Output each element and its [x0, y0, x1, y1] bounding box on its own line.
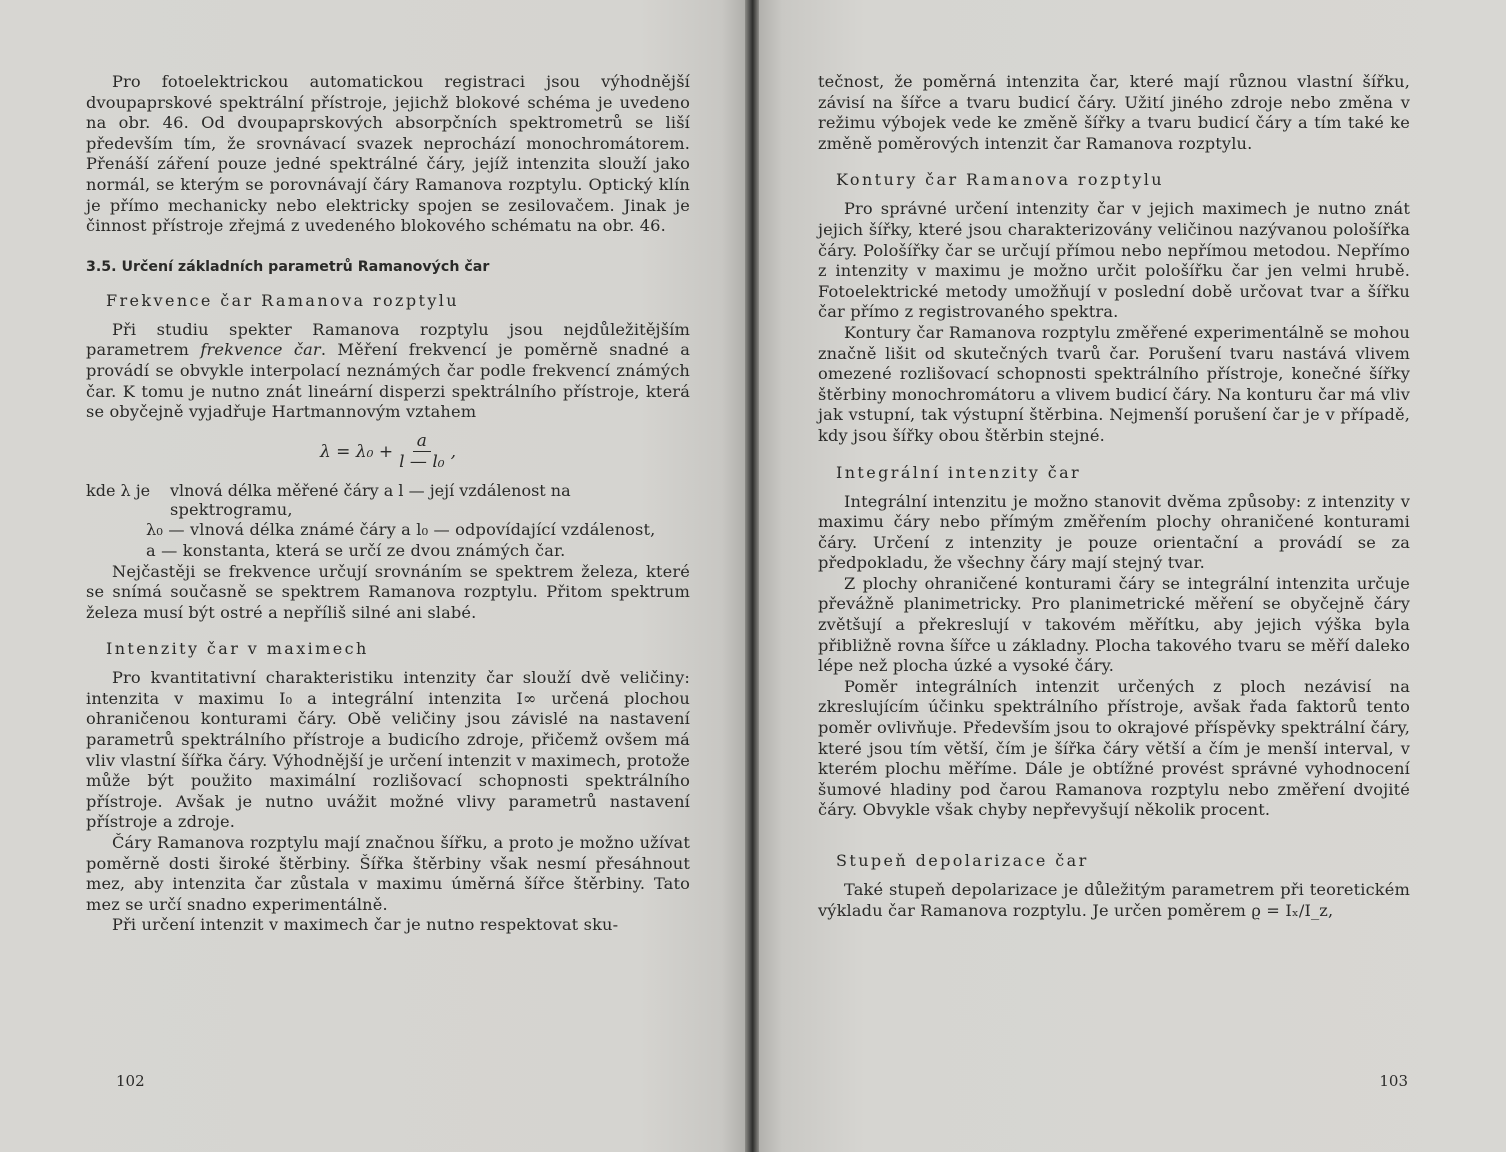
right-paragraph-7: Také stupeň depolarizace je důležitým parametrem při teoretickém výkladu čar Ramanova rozptylu. Je určen poměrem ϱ = Iₓ/I_z,: [818, 880, 1410, 920]
right-paragraph-2: Pro správné určení intenzity čar v jejich maximech je nutno znát jejich šířky, které jsou charakterizovány veličinou nazývanou pološířka čáry. Pološířky čar se určují přímou nebo nepřímou metodou. Nepřímo z intenzity v maximu je možno určit pološířku čar jen velmi hrubě. Fotoelektrické metody umožňují v poslední době určovat tvar a šířku čar přímo z registrovaného spektra.: [818, 199, 1410, 322]
right-paragraph-6: Poměr integrálních intenzit určených z ploch nezávisí na zkreslujícím účinku spektrálního přístroje, avšak řada faktorů tento poměr ovlivňuje. Především jsou to okrajové příspěvky spektrální čáry, které jsou tím větší, čím je šířka čáry větší a čím je menší interval, v kterém plochu měříme. Dále je obtížné provést správné vyhodnocení šumové hladiny pod čarou Ramanova rozptylu nebo změření dvojité čáry. Obvykle však chyby nepřevyšují několik procent.: [818, 676, 1410, 820]
subheading-max-intensity: Intenzity čar v maximech: [106, 639, 369, 659]
right-paragraph-1: tečnost, že poměrná intenzita čar, které mají různou vlastní šířku, závisí na šířce a tvaru budicí čáry. Užití jiného zdroje nebo změna v režimu výbojek vede ke změně šířky a tvaru budicí čáry a tím také ke změně poměrových intenzit čar Ramanova rozptylu.: [818, 72, 1410, 153]
right-paragraph-4: Integrální intenzitu je možno stanovit dvěma způsoby: z intenzity v maximu čáry nebo přímým změřením plochy ohraničené konturami čáry. Určení z intenzity je pouze orientační a provádí se za předpokladu, že všechny čáry mají stejný tvar.: [818, 491, 1410, 573]
left-paragraph-2-emphasis: frekvence čar: [200, 340, 321, 360]
formula-tail: ,: [450, 441, 456, 462]
left-paragraph-2: [86, 320, 690, 423]
legend-line-3: λ₀ — vlnová délka známé čáry a l₀ — odpovídající vzdálenost,: [146, 520, 656, 540]
left-page: [0, 0, 752, 1152]
subheading-integral-intensity: Integrální intenzity čar: [836, 462, 1082, 482]
left-paragraph-5: Čáry Ramanova rozptylu mají značnou šířku, a proto je možno užívat poměrně dosti široké štěrbiny. Šířka štěrbiny však nesmí přesáhnout mez, aby intenzita čar zůstala v maximu úměrná šířce štěrbiny. Tato mez se určí snadno experimentálně.: [86, 833, 690, 914]
subheading-frequency: Frekvence čar Ramanova rozptylu: [106, 290, 459, 310]
subheading-contours: Kontury čar Ramanova rozptylu: [836, 170, 1164, 190]
left-paragraph-2-a: Při studiu spekter Ramanova rozptylu jsou nejdůležitějším parametrem: [86, 319, 690, 360]
subheading-depolarization: Stupeň depolarizace čar: [836, 851, 1089, 870]
right-paragraph-3: Kontury čar Ramanova rozptylu změřené experimentálně se mohou značně lišit od skutečných tvarů čar. Porušení tvaru nastává vlivem omezené rozlišovací schopnosti spektrálního přístroje, konečné šířky štěrbiny monochromátoru a vlivem budicí čáry. Na konturu čar má vliv jak vstupní, tak výstupní štěrbina. Nejmenší porušení čar je v případě, kdy jsou šířky obou štěrbin stejné.: [818, 322, 1410, 445]
page-number-left: 102: [116, 1072, 145, 1090]
formula-legend: [86, 481, 690, 562]
book-gutter: [745, 0, 759, 1152]
formula-numerator: a: [413, 431, 431, 452]
hartmann-formula: [86, 423, 690, 481]
right-page: [752, 0, 1506, 1152]
page-number-right: 103: [1379, 1072, 1408, 1090]
legend-row-1: [86, 481, 690, 500]
formula-lhs: λ = λ₀ +: [320, 441, 394, 462]
left-paragraph-4: Pro kvantitativní charakteristiku intenzity čar slouží dvě veličiny: intenzita v maximu I₀ a integrální intenzita I∞ určená plochou ohraničenou konturami čáry. Obě veličiny jsou závislé na nastavení parametrů spektrálního přístroje a budicího zdroje, přičemž ovšem má vliv vlastní šířka čáry. Výhodnější je určení intenzit v maximech, protože může být použito maximální rozlišovací schopnosti spektrálního přístroje. Avšak je nutno uvážit možné vlivy parametrů nastavení přístroje a zdroje.: [86, 668, 690, 832]
section-heading: 3.5. Určení základních parametrů Ramanových čar: [86, 258, 490, 275]
left-paragraph-1: Pro fotoelektrickou automatickou registraci jsou výhodnější dvoupaprskové spektrální přístroje, jejichž blokové schéma je uvedeno na obr. 46. Od dvoupaprskových absorpčních spektrometrů se liší především tím, že srovnávací svazek neprochází monochromátorem. Přenáší záření pouze jedné spektrálné čáry, jejíž intenzita slouží jako normál, se kterým se porovnávají čáry Ramanova rozptylu. Optický klín je přímo mechanicky nebo elektricky spojen se zesilovačem. Jinak je činnost přístroje zřejmá z uvedeného blokového schématu na obr. 46.: [86, 72, 690, 236]
legend-line-2: spektrogramu,: [170, 499, 293, 519]
formula-fraction: [397, 431, 447, 472]
legend-line-1: vlnová délka měřené čáry a l — její vzdálenost na: [170, 480, 571, 500]
legend-line-4: a — konstanta, která se určí ze dvou známých čar.: [146, 540, 566, 560]
legend-label: kde λ je: [86, 480, 151, 500]
right-paragraph-5: Z plochy ohraničené konturami čáry se integrální intenzita určuje převážně planimetricky. Pro planimetrické měření se obyčejně čáry zvětšují a překreslují v takovém měřítku, aby jejich výška byla přibližně rovna šířce u základny. Plocha takového tvaru se měří daleko lépe než plocha úzké a vysoké čáry.: [818, 573, 1410, 676]
left-paragraph-2-b: . Měření frekvencí je poměrně snadné a provádí se obvykle interpolací neznámých čar podle frekvencí známých čar. K tomu je nutno znát lineární disperzi spektrálního přístroje, která se obyčejně vyjadřuje Hartmannovým vztahem: [86, 340, 690, 422]
left-paragraph-6: Při určení intenzit v maximech čar je nutno respektovat sku-: [112, 915, 619, 935]
formula-denominator: l — l₀: [399, 452, 445, 473]
left-paragraph-3: Nejčastěji se frekvence určují srovnáním se spektrem železa, které se snímá současně se spektrem Ramanova rozptylu. Přitom spektrum železa musí být ostré a nepříliš silné ani slabé.: [86, 561, 690, 622]
